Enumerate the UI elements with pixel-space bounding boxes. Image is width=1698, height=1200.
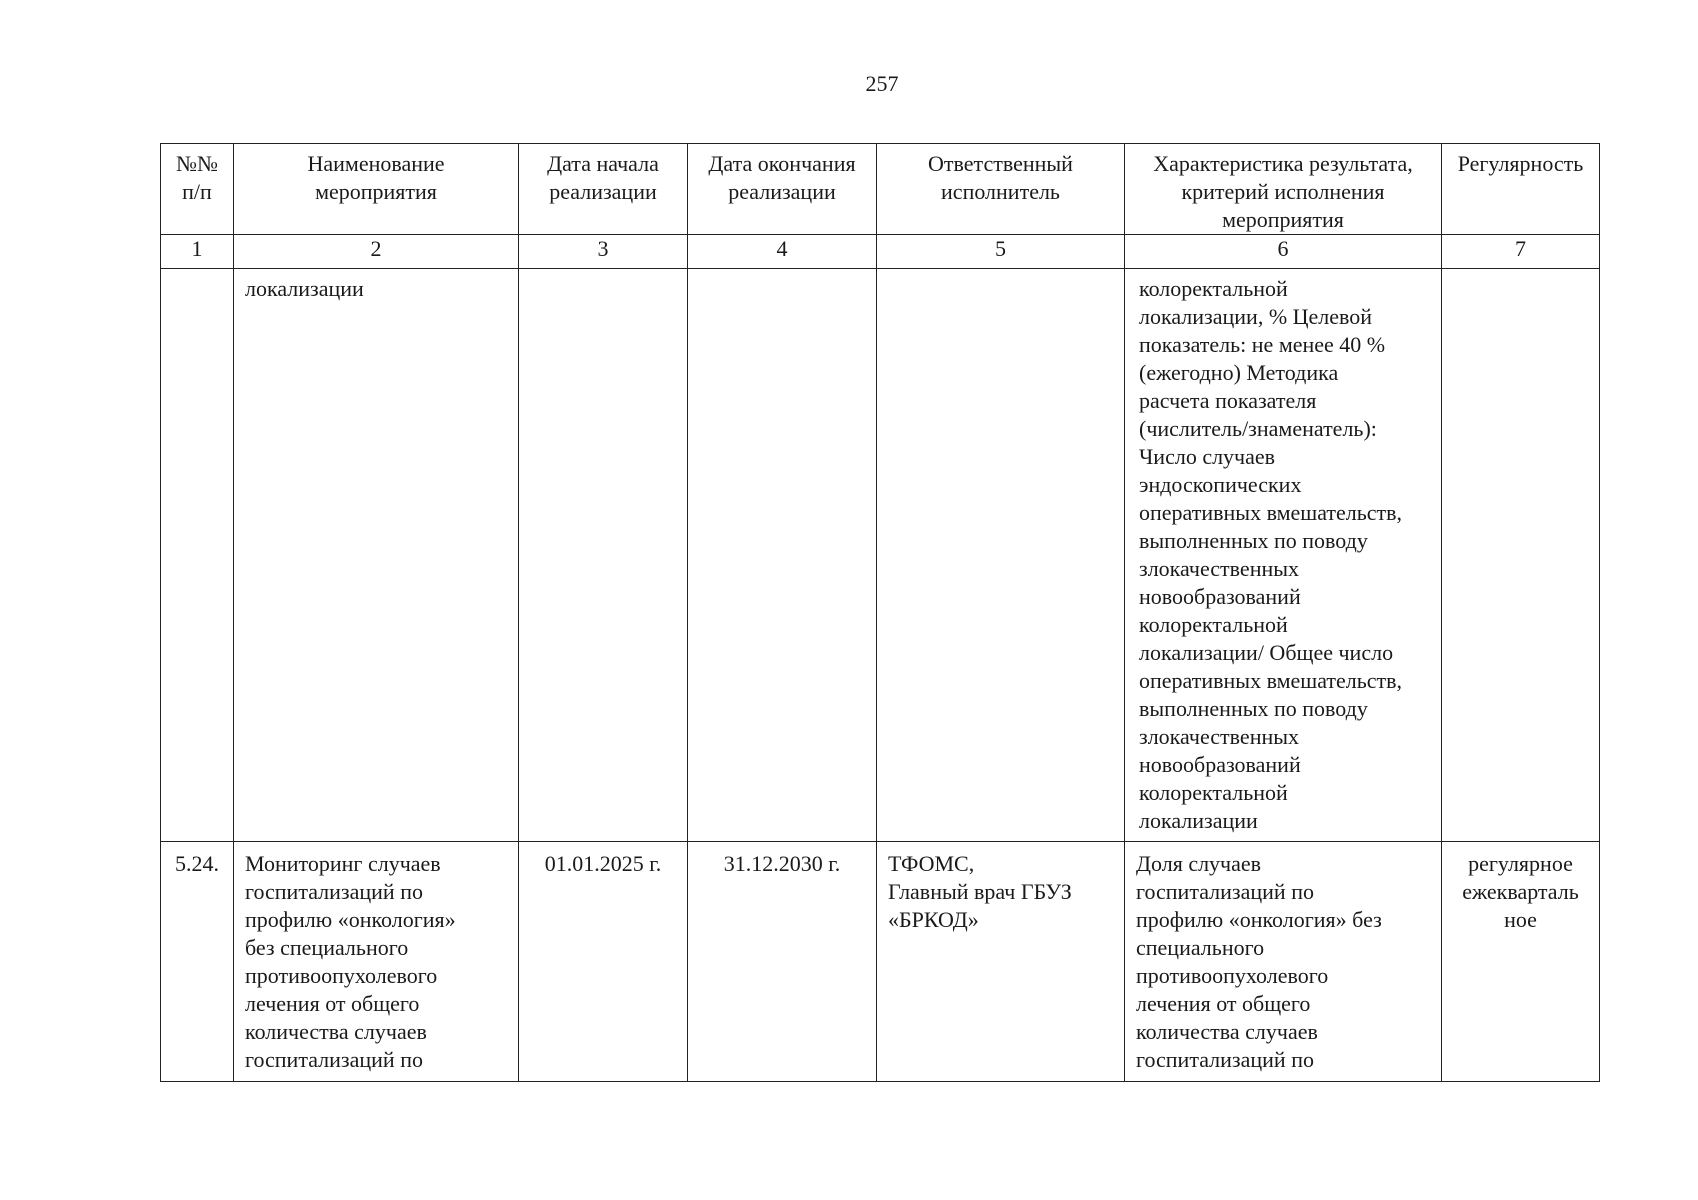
- column-number: 4: [688, 235, 877, 269]
- table-row: [161, 269, 1600, 842]
- header-regularity: Регулярность: [1442, 144, 1600, 235]
- table-row: [161, 842, 1600, 1082]
- header-result: Характеристика результата, критерий исполнения мероприятия: [1125, 144, 1442, 235]
- row-number: 5.24.: [161, 842, 234, 1082]
- header-responsible: Ответственный исполнитель: [877, 144, 1125, 235]
- result-description: Доля случаев госпитализаций по профилю «онкология» без специального противоопухолевого лечения от общего количества случаев госпитализаций по: [1125, 842, 1442, 1082]
- responsible: [877, 269, 1125, 842]
- end-date: 31.12.2030 г.: [688, 842, 877, 1082]
- table-header-row: [161, 144, 1600, 235]
- column-number: 7: [1442, 235, 1600, 269]
- header-number: №№ п/п: [161, 144, 234, 235]
- start-date: 01.01.2025 г.: [519, 842, 688, 1082]
- column-number: 2: [234, 235, 519, 269]
- result-description: колоректальной локализации, % Целевой показатель: не менее 40 % (ежегодно) Методика расчета показателя (числитель/знаменатель): Число случаев эндоскопических оперативных вмешательств, выполненных по поводу злокачественных новообразований колоректальной локализации/ Общее число оперативных вмешательств, выполненных по поводу злокачественных новообразований колоректальной локализации: [1125, 269, 1442, 842]
- regularity: [1442, 269, 1600, 842]
- column-numbers-row: [161, 235, 1600, 269]
- header-measure-name: Наименование мероприятия: [234, 144, 519, 235]
- measure-name: локализации: [234, 269, 519, 842]
- header-start-date: Дата начала реализации: [519, 144, 688, 235]
- regularity: регулярное ежекварталь ное: [1442, 842, 1600, 1082]
- column-number: 6: [1125, 235, 1442, 269]
- end-date: [688, 269, 877, 842]
- column-number: 1: [161, 235, 234, 269]
- measures-table: [160, 143, 1600, 1082]
- measure-name: Мониторинг случаев госпитализаций по профилю «онкология» без специального противоопухолевого лечения от общего количества случаев госпитализаций по: [234, 842, 519, 1082]
- header-end-date: Дата окончания реализации: [688, 144, 877, 235]
- responsible: ТФОМС, Главный врач ГБУЗ «БРКОД»: [877, 842, 1125, 1082]
- start-date: [519, 269, 688, 842]
- row-number: [161, 269, 234, 842]
- page-number: 257: [865, 71, 899, 96]
- column-number: 5: [877, 235, 1125, 269]
- column-number: 3: [519, 235, 688, 269]
